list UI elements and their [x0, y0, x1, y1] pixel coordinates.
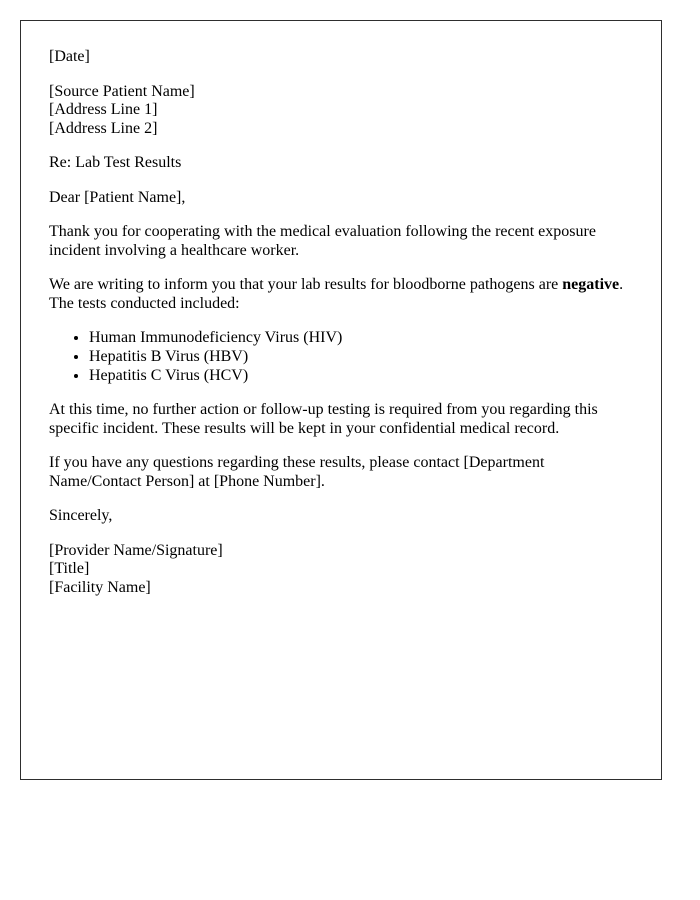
- signature-provider-line: [Provider Name/Signature]: [49, 541, 223, 559]
- signature-facility-line: [Facility Name]: [49, 578, 151, 596]
- results-text-before: We are writing to inform you that your lab results for bloodborne pathogens are: [49, 276, 563, 294]
- closing: Sincerely,: [49, 507, 113, 525]
- recipient-address-line-1: [Address Line 1]: [49, 101, 158, 119]
- salutation: Dear [Patient Name],: [49, 188, 186, 206]
- results-negative-emphasis: negative: [562, 276, 620, 294]
- paragraph-results: [49, 276, 633, 313]
- recipient-name-line: [Source Patient Name]: [49, 82, 195, 100]
- subject-line: Re: Lab Test Results: [49, 154, 182, 172]
- results-text-after: . The tests conducted included:: [49, 276, 624, 312]
- signature-block: [49, 542, 633, 598]
- test-item-hbv: • Hepatitis B Virus (HBV): [89, 348, 633, 367]
- paragraph-contact-questions: If you have any questions regarding these results, please contact [Department Name/Contact Person] at [Phone Number].: [49, 454, 545, 490]
- paragraph-thank-you: Thank you for cooperating with the medical evaluation following the recent exposure incident involving a healthcare worker.: [49, 223, 596, 259]
- date-line: [Date]: [49, 48, 90, 65]
- test-item-hiv: • Human Immunodeficiency Virus (HIV): [89, 329, 633, 348]
- tests-list: [49, 329, 633, 385]
- paragraph-no-action: At this time, no further action or follow-up testing is required from you regarding this specific incident. These results will be kept in your confidential medical record.: [49, 401, 598, 437]
- recipient-address-line-2: [Address Line 2]: [49, 119, 158, 137]
- letter-document: [20, 20, 662, 780]
- recipient-address-block: [49, 83, 633, 139]
- signature-title-line: [Title]: [49, 560, 90, 578]
- test-item-hcv: • Hepatitis C Virus (HCV): [89, 367, 633, 386]
